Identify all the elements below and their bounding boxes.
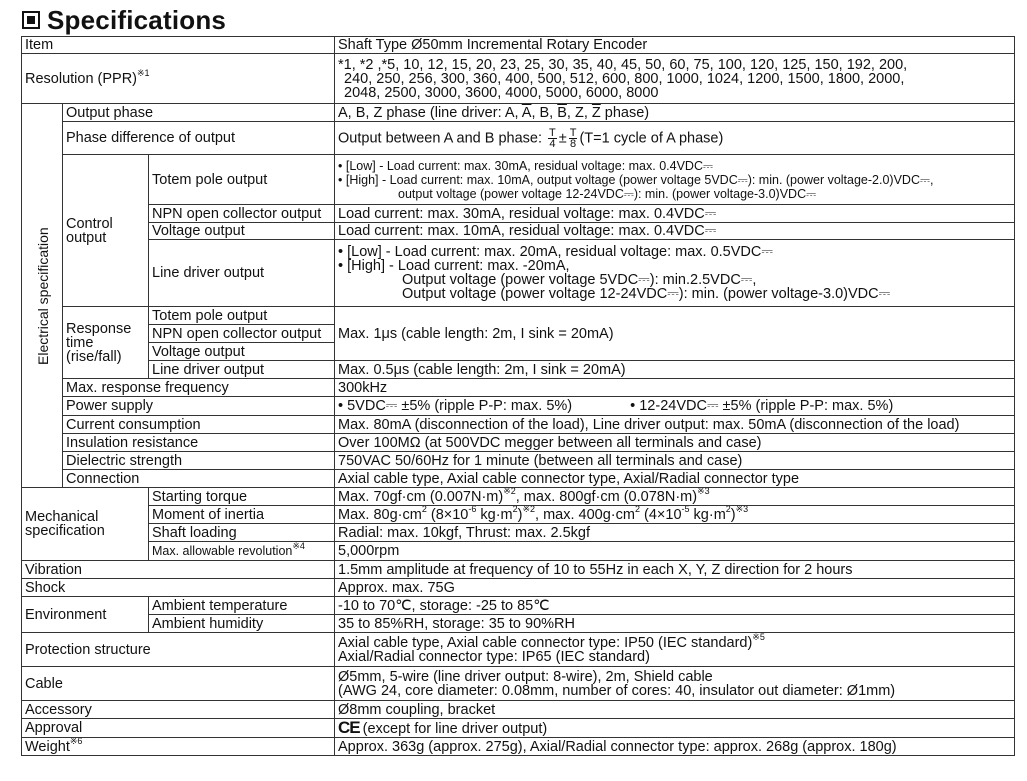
dielectric-label: Dielectric strength (63, 452, 335, 470)
accessory-label: Accessory (22, 701, 335, 719)
insulation-label: Insulation resistance (63, 434, 335, 452)
shaft-loading-label: Shaft loading (149, 524, 335, 542)
cable-value: Ø5mm, 5-wire (line driver output: 8-wire), 2m, Shield cable (AWG 24, core diameter: 0.08mm, number of cores: 40, insulator out diameter: Ø1mm) (335, 667, 1015, 701)
environment-label: Environment (22, 597, 149, 633)
table-row (22, 488, 1015, 506)
item-label: Item (22, 37, 335, 54)
table-row (22, 719, 1015, 738)
shock-label: Shock (22, 579, 335, 597)
vibration-label: Vibration (22, 561, 335, 579)
ce-mark-icon: CE (338, 718, 360, 737)
table-row (22, 452, 1015, 470)
table-row (22, 738, 1015, 756)
resolution-value: *1, *2 ,*5, 10, 12, 15, 20, 23, 25, 30, 35, 40, 45, 50, 60, 75, 100, 120, 125, 150, 192, 200, 240, 250, 256, 300, 360, 400, 500, 512, 600, 800, 1000, 1024, 1200, 1500, 1800, 2000, 2048, 2500, 3000, 3600, 4000, 5000, 6000, 8000 (335, 54, 1015, 104)
connection-value: Axial cable type, Axial cable connector type, Axial/Radial connector type (335, 470, 1015, 488)
protection-value: Axial cable type, Axial cable connector type: IP50 (IEC standard)$^{※5}$ Axial/Radial connector type: IP65 (IEC standard) (335, 633, 1015, 667)
table-row (22, 307, 1015, 325)
item-value: Shaft Type Ø50mm Incremental Rotary Encoder (335, 37, 1015, 54)
ambient-temperature-value: -10 to 70℃, storage: -25 to 85℃ (335, 597, 1015, 615)
power-supply-label: Power supply (63, 397, 335, 416)
ambient-humidity-label: Ambient humidity (149, 615, 335, 633)
max-frequency-value: 300kHz (335, 379, 1015, 397)
response-npn-label: NPN open collector output (149, 325, 335, 343)
approval-label: Approval (22, 719, 335, 738)
npn-open-collector-label: NPN open collector output (149, 205, 335, 223)
response-time-label: Response time (rise/fall) (63, 307, 149, 379)
totem-pole-value: • [Low] - Load current: max. 30mA, residual voltage: max. 0.4VDC⎓ • [High] - Load current: max. 10mA, output voltage (power voltage 5VDC⎓): min. (power voltage-2.0)VDC⎓, output voltage (power voltage 12-24VDC⎓): min. (power voltage-3.0)VDC⎓ (335, 155, 1015, 205)
response-value-1: Max. 1μs (cable length: 2m, I sink = 20mA) (335, 307, 1015, 361)
electrical-group-label: Electrical specification (22, 104, 63, 488)
starting-torque-value: Max. 70gf·cm $(0.007N\cdot m)^{※2}$, max. 800gf·cm $(0.078N\cdot m)^{※3}$ (335, 488, 1015, 506)
power-supply-value: • 5VDC⎓ ±5% (ripple P-P: max. 5%) • 12-24VDC⎓ ±5% (ripple P-P: max. 5%) (335, 397, 1015, 416)
response-voltage-label: Voltage output (149, 343, 335, 361)
response-value-2: Max. 0.5μs (cable length: 2m, I sink = 20mA) (335, 361, 1015, 379)
protection-label: Protection structure (22, 633, 335, 667)
accessory-value: Ø8mm coupling, bracket (335, 701, 1015, 719)
shaft-loading-value: Radial: max. 10kgf, Thrust: max. 2.5kgf (335, 524, 1015, 542)
totem-pole-label: Totem pole output (149, 155, 335, 205)
resolution-label: Resolution (PPR)$^{※1}$ (22, 54, 335, 104)
weight-value: Approx. 363g (approx. 275g), Axial/Radial connector type: approx. 268g (approx. 180g) (335, 738, 1015, 756)
table-row (22, 597, 1015, 615)
table-row (22, 633, 1015, 667)
table-row (22, 37, 1015, 54)
dielectric-value: 750VAC 50/60Hz for 1 minute (between all terminals and case) (335, 452, 1015, 470)
inertia-value: Max. $80g\cdot cm^2$ ($8\times 10^{-6}$ $kg\cdot m^2)^{※2}$, max. $400g\cdot cm^2$ ($4\times 10^{-5}$ $kg\cdot m^2)^{※3}$ (335, 506, 1015, 524)
phase-difference-label: Phase difference of output (63, 122, 335, 155)
table-row (22, 542, 1015, 561)
npn-open-collector-value: Load current: max. 30mA, residual voltage: max. 0.4VDC⎓ (335, 205, 1015, 223)
inertia-label: Moment of inertia (149, 506, 335, 524)
max-revolution-label: Max. allowable revolution$^{※4}$ (149, 542, 335, 561)
table-row (22, 470, 1015, 488)
table-row (22, 416, 1015, 434)
table-row (22, 379, 1015, 397)
ambient-temperature-label: Ambient temperature (149, 597, 335, 615)
table-row (22, 361, 1015, 379)
table-row (22, 561, 1015, 579)
table-row (22, 615, 1015, 633)
square-bullet-icon (22, 11, 40, 29)
line-driver-value: • [Low] - Load current: max. 20mA, residual voltage: max. 0.5VDC⎓ • [High] - Load current: max. -20mA, Output voltage (power voltage 5VDC⎓): min.2.5VDC⎓, Output voltage (power voltage 12-24VDC⎓): min. (power voltage-3.0)VDC⎓ (335, 240, 1015, 307)
specifications-table (21, 36, 1015, 756)
table-row (22, 104, 1015, 122)
insulation-value: Over 100MΩ (at 500VDC megger between all terminals and case) (335, 434, 1015, 452)
voltage-output-label: Voltage output (149, 223, 335, 240)
current-consumption-label: Current consumption (63, 416, 335, 434)
voltage-output-value: Load current: max. 10mA, residual voltage: max. 0.4VDC⎓ (335, 223, 1015, 240)
table-row (22, 205, 1015, 223)
control-output-label: Control output (63, 155, 149, 307)
table-row (22, 54, 1015, 104)
phase-difference-value: Output between A and B phase: $\frac{T}{4}$ ± $\frac{T}{8}$ (T=1 cycle of A phase) (335, 122, 1015, 155)
max-frequency-label: Max. response frequency (63, 379, 335, 397)
approval-value: CE (except for line driver output) (335, 719, 1015, 738)
output-phase-value: A, B, Z phase (line driver: A, $\overline{A}$, B, $\overline{B}$, Z, $\overline{Z}$ phase) (335, 104, 1015, 122)
table-row (22, 397, 1015, 416)
starting-torque-label: Starting torque (149, 488, 335, 506)
line-driver-label: Line driver output (149, 240, 335, 307)
table-row (22, 524, 1015, 542)
response-totem-label: Totem pole output (149, 307, 335, 325)
table-row (22, 506, 1015, 524)
max-revolution-value: 5,000rpm (335, 542, 1015, 561)
vibration-value: 1.5mm amplitude at frequency of 10 to 55Hz in each X, Y, Z direction for 2 hours (335, 561, 1015, 579)
ambient-humidity-value: 35 to 85%RH, storage: 35 to 90%RH (335, 615, 1015, 633)
table-row (22, 223, 1015, 240)
page-title: Specifications (47, 4, 227, 35)
output-phase-label: Output phase (63, 104, 335, 122)
table-row (22, 434, 1015, 452)
current-consumption-value: Max. 80mA (disconnection of the load), Line driver output: max. 50mA (disconnection of the load) (335, 416, 1015, 434)
mechanical-label: Mechanical specification (22, 488, 149, 561)
table-row (22, 240, 1015, 307)
table-row (22, 122, 1015, 155)
response-line-driver-label: Line driver output (149, 361, 335, 379)
table-row (22, 579, 1015, 597)
connection-label: Connection (63, 470, 335, 488)
shock-value: Approx. max. 75G (335, 579, 1015, 597)
cable-label: Cable (22, 667, 335, 701)
weight-label: Weight$^{※6}$ (22, 738, 335, 756)
section-header (22, 4, 226, 36)
table-row (22, 667, 1015, 701)
table-row (22, 155, 1015, 205)
table-row (22, 701, 1015, 719)
